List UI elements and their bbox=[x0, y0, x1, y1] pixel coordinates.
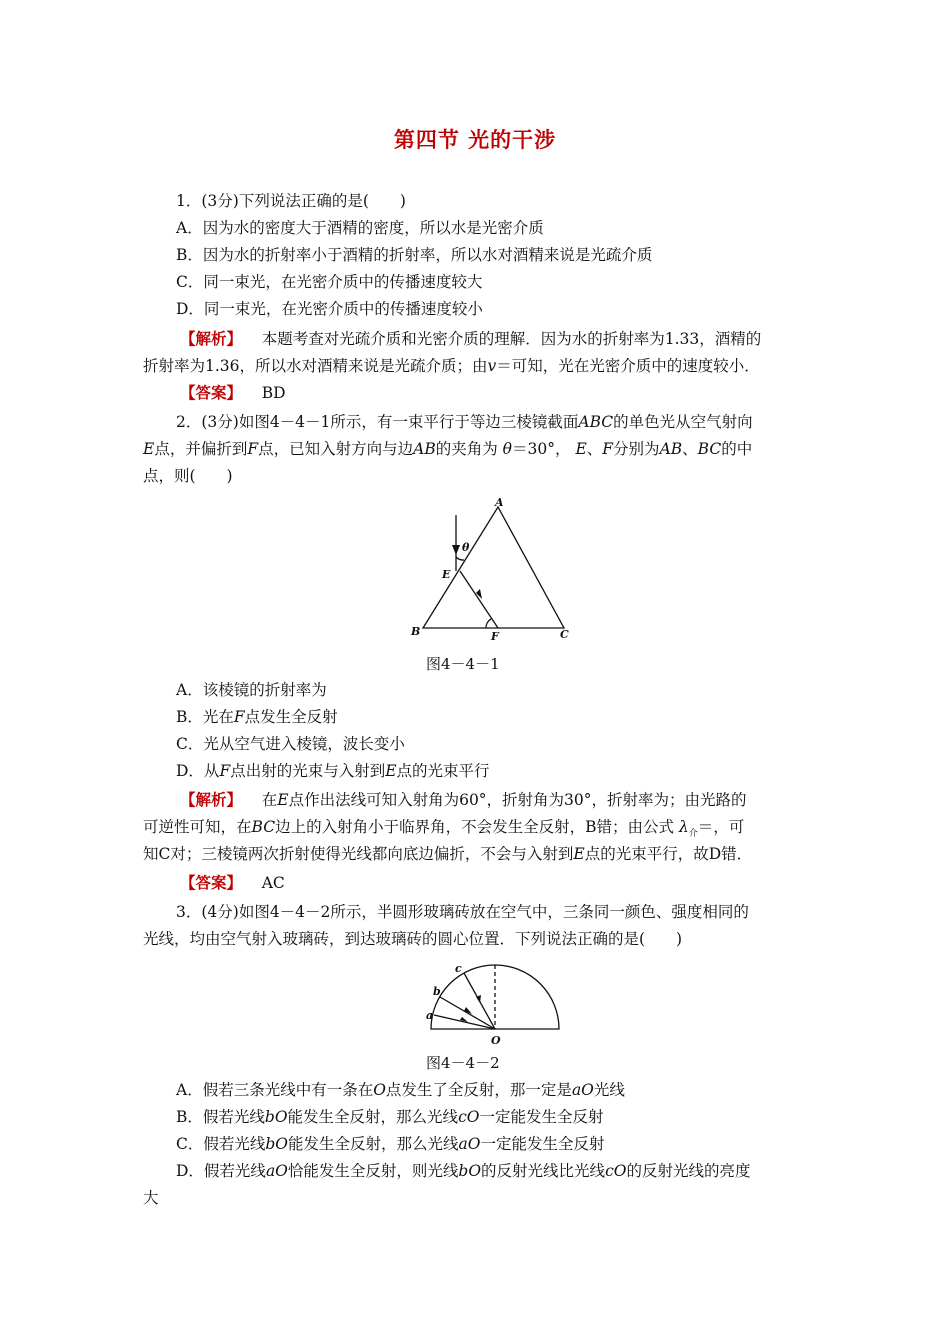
q2-option-b: B．光在F点发生全反射 bbox=[176, 708, 338, 726]
q3-stem-line-2: 光线，均由空气射入玻璃砖，到达玻璃砖的圆心位置．下列说法正确的是( ) bbox=[143, 930, 683, 948]
figure-semicircle bbox=[420, 955, 570, 1050]
q1-option-b: B．因为水的折射率小于酒精的折射率，所以水对酒精来说是光疏介质 bbox=[176, 246, 653, 264]
label-a: A bbox=[495, 496, 504, 509]
angle-arc-f bbox=[486, 619, 491, 628]
label-e: E bbox=[442, 568, 451, 581]
refracted-ray bbox=[460, 571, 498, 628]
answer-tag: 【答案】 bbox=[180, 873, 243, 892]
label-o: O bbox=[491, 1034, 501, 1047]
q2-analysis-line-1: 【解析】 在E点作出法线可知入射角为60°，折射角为30°，折射率为；由光路的 bbox=[180, 790, 747, 809]
label-b: b bbox=[433, 985, 441, 998]
q1-option-d: D．同一束光，在光密介质中的传播速度较小 bbox=[176, 300, 483, 318]
q3-stem-line-1: 3．(4分)如图4－4－2所示，半圆形玻璃砖放在空气中，三条同一颜色、强度相同的 bbox=[176, 903, 749, 921]
q3-option-d: D．假若光线aO恰能发生全反射，则光线bO的反射光线比光线cO的反射光线的亮度 bbox=[176, 1162, 751, 1180]
label-a: a bbox=[426, 1009, 434, 1022]
q1-analysis-line-1: 【解析】 本题考查对光疏介质和光密介质的理解．因为水的折射率为1.33，酒精的 bbox=[180, 329, 762, 348]
q1-option-a: A．因为水的密度大于酒精的密度，所以水是光密介质 bbox=[176, 219, 544, 237]
figure-caption-2: 图4－4－2 bbox=[426, 1054, 500, 1072]
q2-analysis-line-3: 知C对；三棱镜两次折射使得光线都向底边偏折，不会与入射到E点的光束平行，故D错． bbox=[143, 845, 753, 863]
q3-option-b: B．假若光线bO能发生全反射，那么光线cO一定能发生全反射 bbox=[176, 1108, 604, 1126]
q1-analysis-line-2: 折射率为1.36，所以水对酒精来说是光疏介质；由v＝可知，光在光密介质中的速度较小． bbox=[143, 357, 760, 375]
label-c: C bbox=[560, 628, 569, 641]
q1-answer: 【答案】 BD bbox=[180, 383, 286, 402]
page-title: 第四节 光的干涉 bbox=[393, 128, 557, 152]
q1-option-c: C．同一束光，在光密介质中的传播速度较大 bbox=[176, 273, 483, 291]
q2-option-d: D．从F点出射的光束与入射到E点的光束平行 bbox=[176, 762, 490, 780]
label-f: F bbox=[491, 630, 499, 643]
q2-option-c: C．光从空气进入棱镜，波长变小 bbox=[176, 735, 405, 753]
label-theta: θ bbox=[462, 541, 470, 554]
figure-prism bbox=[400, 495, 590, 645]
q2-stem-line-2: E点，并偏折到F点，已知入射方向与边AB的夹角为 θ＝30°， E、F分别为AB、BC的中 bbox=[143, 440, 753, 458]
q3-option-d-continued: 大 bbox=[143, 1189, 159, 1207]
incident-arrow bbox=[452, 545, 460, 555]
label-b: B bbox=[411, 625, 421, 638]
q2-analysis-line-2: 可逆性可知，在BC边上的入射角小于临界角，不会发生全反射，B错；由公式 $\lambda_介=$，可 bbox=[143, 818, 745, 840]
ray-a bbox=[434, 1015, 495, 1029]
q2-stem-line-1: 2．(3分)如图4－4－1所示，有一束平行于等边三棱镜截面ABC的单色光从空气射向 bbox=[176, 413, 753, 431]
analysis-tag: 【解析】 bbox=[180, 790, 243, 809]
figure-caption-1: 图4－4－1 bbox=[426, 655, 500, 673]
q3-option-a: A．假若三条光线中有一条在O点发生了全反射，那一定是aO光线 bbox=[176, 1081, 625, 1099]
analysis-tag: 【解析】 bbox=[180, 329, 243, 348]
q2-answer: 【答案】 AC bbox=[180, 873, 285, 892]
q2-option-a: A．该棱镜的折射率为 bbox=[176, 681, 327, 699]
answer-tag: 【答案】 bbox=[180, 383, 243, 402]
q3-option-c: C．假若光线bO能发生全反射，那么光线aO一定能发生全反射 bbox=[176, 1135, 605, 1153]
label-c: c bbox=[455, 962, 462, 975]
q1-stem: 1．(3分)下列说法正确的是( ) bbox=[176, 192, 406, 210]
q2-stem-line-3: 点，则( ) bbox=[143, 467, 233, 485]
theta-arc bbox=[456, 557, 464, 560]
